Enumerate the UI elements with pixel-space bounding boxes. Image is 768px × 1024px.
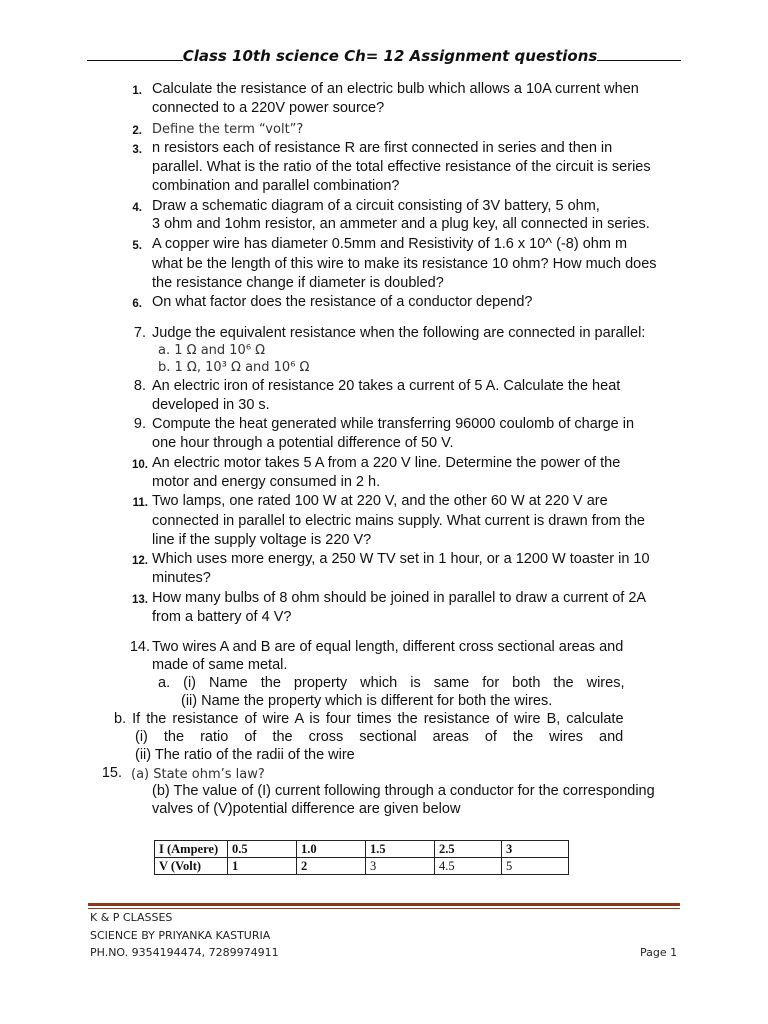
- page-title: [0, 46, 768, 65]
- table-row: V (Volt) 1 2 3 4.5 5: [155, 858, 569, 875]
- footer-phone: PH.NO. 9354194474, 7289974911: [90, 946, 279, 959]
- footer-org: K & P CLASSES: [90, 911, 173, 924]
- footer-subtitle: SCIENCE BY PRIYANKA KASTURIA: [90, 929, 271, 942]
- data-table: [154, 840, 569, 875]
- footer-divider: [88, 903, 680, 906]
- page-number: Page 1: [640, 946, 678, 959]
- table-row: I (Ampere) 0.5 1.0 1.5 2.5 3: [155, 841, 569, 858]
- title-text: Class 10th science Ch= 12 Assignment questions: [182, 47, 598, 65]
- footer-divider-thin: [88, 908, 680, 909]
